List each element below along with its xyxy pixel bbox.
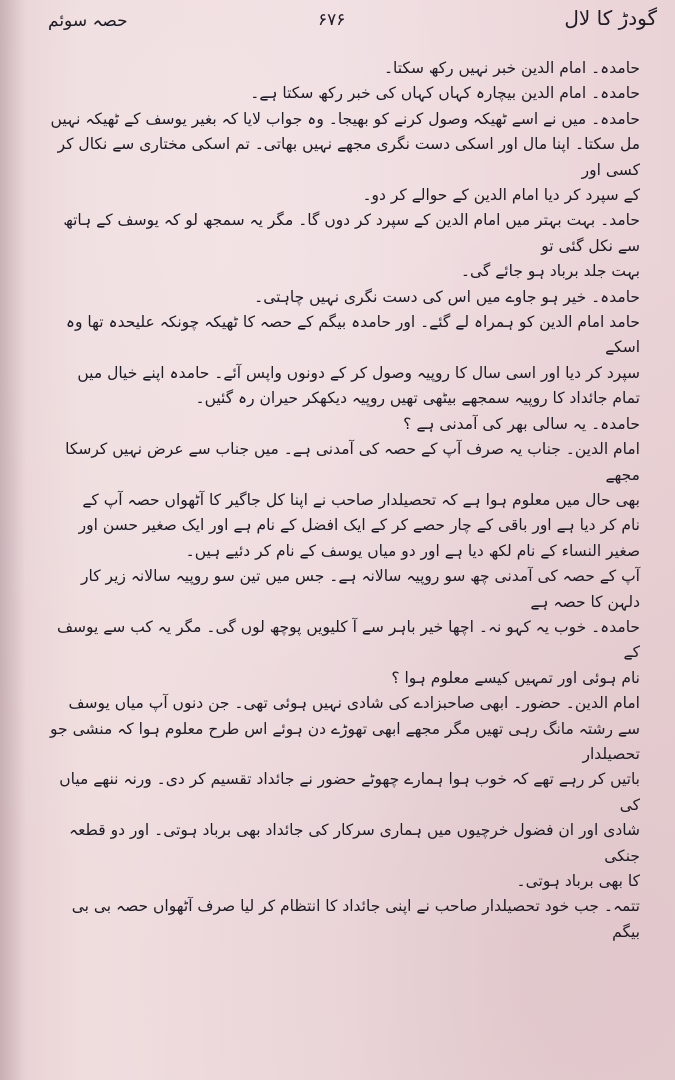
paragraph: حامد۔ بہت بہتر میں امام الدین کے سپرد کر دوں گا۔ مگر یہ سمجھ لو کہ یوسف کے ہاتھ سے نکل گئی تو بہت جلد برباد ہو جائے گی۔ — [63, 211, 640, 281]
paragraph: حامد امام الدین کو ہمراہ لے گئے۔ اور حامدہ بیگم کے حصہ کا ٹھیکہ چونکہ علیحدہ تھا وہ اسکے سپرد کر دیا اور اسی سال کا روپیہ وصول کر کے دونوں واپس آئے۔ حامدہ اپنے خیال میں تمام جائداد کا روپیہ سمجھے بیٹھی تھیں روپیہ دیکھکر حیران رہ گئیں۔ — [65, 313, 640, 408]
paragraph: تتمہ۔ جب خود تحصیلدار صاحب نے اپنی جائداد کا انتظام کر لیا صرف آٹھواں حصہ بی بی بیگم — [66, 897, 640, 941]
paragraph: آپ کے حصہ کی آمدنی چھ سو روپیہ سالانہ ہے۔ جس میں تین سو روپیہ سالانہ زیر کار دلہن کا حصہ ہے — [81, 567, 640, 611]
paragraph: حامدہ۔ امام الدین خبر نہیں رکھ سکتا۔ — [383, 59, 640, 77]
paragraph: امام الدین۔ حضور۔ ابھی صاحبزادے کی شادی نہیں ہوئی تھی۔ جن دنوں آپ میاں یوسف سے رشتہ مانگ رہی تھیں مگر مجھے ابھی تھوڑے دن ہوئے اس طرح معلوم ہوا کہ منشی جو تحصیلدار باتیں کر رہے تھے کہ خوب ہوا ہمارے چھوٹے حضور نے جائداد تقسیم کر دی۔ ورنہ ننھے میاں کی شادی اور ان فضول خرچیوں میں ہماری سرکار کی جائداد بھی برباد ہوتی۔ اور دو قطعہ جنکی کا بھی برباد ہوتی۔ — [50, 694, 640, 890]
page-header — [0, 0, 675, 52]
paragraph: حامدہ۔ خیر ہو جاوے میں اس کی دست نگری نہیں چاہتی۔ — [254, 287, 640, 306]
paragraph: حامدہ۔ میں نے اسے ٹھیکہ وصول کرنے کو بھیجا۔ وہ جواب لایا کہ بغیر یوسف کے ٹھیکہ نہیں مل سکتا۔ اپنا مال اور اسکی دست نگری مجھے نہیں بھاتی۔ تم اسکی مختاری سے نکال کر کسی اور کے سپرد کر دیا امام الدین کے حوالے کر دو۔ — [50, 109, 640, 205]
paragraph: حامدہ۔ خوب یہ کہو نہ۔ اچھا خیر باہر سے آ کلیویں پوچھ لوں گی۔ مگر یہ کب سے یوسف کے نام ہوئی اور تمہیں کیسے معلوم ہوا ؟ — [56, 617, 640, 687]
section-label: حصہ سوئم — [48, 11, 128, 31]
paragraph: حامدہ۔ یہ سالی بھر کی آمدنی ہے ؟ — [403, 414, 640, 433]
page-binding-shadow — [0, 0, 26, 1080]
paragraph: امام الدین۔ جناب یہ صرف آپ کے حصہ کی آمدنی ہے۔ میں جناب سے عرض نہیں کرسکا مجھے بھی حال میں معلوم ہوا ہے کہ تحصیلدار صاحب نے اپنا کل جاگیر کا آٹھواں حصہ آپ کے نام کر دیا ہے اور باقی کے چار حصے کر کے ایک افضل کے نام ہے اور ایک صغیر حسن اور صغیر النساء کے نام لکھ دیا ہے اور دو میاں یوسف کے نام کر دئیے ہیں۔ — [65, 440, 640, 560]
page-body — [40, 56, 640, 945]
book-title: گودڑ کا لال — [564, 6, 657, 30]
paragraph: حامدہ۔ امام الدین بیچارہ کہاں کہاں کی خبر رکھ سکتا ہے۔ — [250, 84, 640, 103]
page-number: ۶۷۶ — [318, 10, 346, 30]
